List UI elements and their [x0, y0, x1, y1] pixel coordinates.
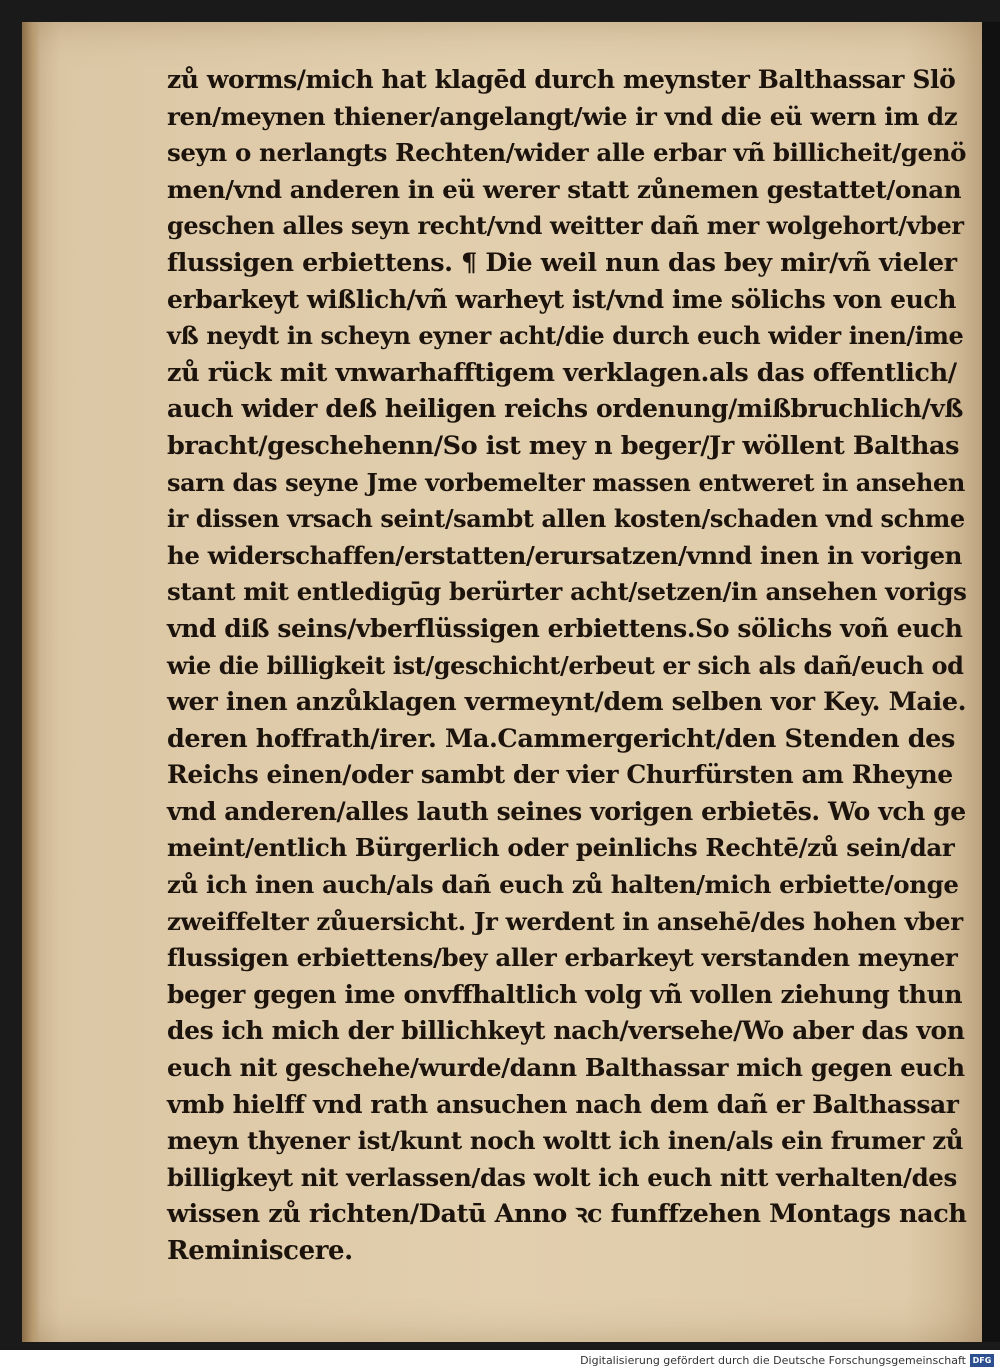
text-line: wissen zů richten/Datū Anno ꝛc funffzehen Montags nach [167, 1199, 967, 1230]
text-line: zweiffelter zůuersicht. Jr werdent in ansehē/des hohen vber [167, 906, 963, 936]
text-line: beger gegen ime onvffhaltlich volg vñ vollen ziehung thun [167, 979, 963, 1009]
page-spine [22, 22, 40, 1342]
text-line: vnd anderen/alles lauth seines vorigen erbietēs. Wo vch ge [167, 796, 966, 826]
text-line: sarn das seyne Jme vorbemelter massen entweret in ansehen [167, 467, 965, 497]
text-line: flussigen erbiettens. ¶ Die weil nun das bey mir/vñ vieler [167, 247, 957, 278]
text-line: men/vnd anderen in eü werer statt zůnemen gestattet/onan [167, 174, 962, 204]
text-line: stant mit entledigūg berürter acht/setzen/in ansehen vorigs [167, 577, 967, 607]
text-line: geschen alles seyn recht/vnd weitter dañ mer wolgehort/vber [167, 211, 964, 241]
text-line: meyn thyener ist/kunt noch woltt ich inen/als ein frumer zů [167, 1126, 964, 1156]
text-line: zů worms/mich hat klagēd durch meynster Balthassar Slö [167, 65, 956, 94]
text-line: wer inen anzůklagen vermeynt/dem selben vor Key. Maie. [167, 687, 967, 718]
text-line: deren hoffrath/irer. Ma.Cammergericht/den Stenden des [167, 723, 955, 754]
text-line: ir dissen vrsach seint/sambt allen kosten/schaden vnd schme [167, 504, 965, 534]
footer-bar [0, 1350, 1000, 1372]
text-line: he widerschaffen/erstatten/erursatzen/vnnd inen in vorigen [167, 540, 963, 570]
text-line: wie die billigkeit ist/geschicht/erbeut er sich als dañ/euch od [167, 650, 964, 680]
text-line: ren/meynen thiener/angelangt/wie ir vnd die eü wern im dz [167, 101, 958, 131]
text-line: vmb hielff vnd rath ansuchen nach dem dañ er Balthassar [167, 1089, 959, 1119]
text-line: Reichs einen/oder sambt der vier Churfürsten am Rheyne [167, 760, 953, 790]
text-line: erbarkeyt wißlich/vñ warheyt ist/vnd ime sölichs von euch [167, 284, 957, 314]
book-page [22, 22, 982, 1342]
page-right-edge [982, 22, 1000, 1342]
text-line: euch nit geschehe/wurde/dann Balthassar mich gegen euch [167, 1053, 965, 1083]
text-line: vnd diß seins/vberflüssigen erbiettens.So sölichs voñ euch [167, 613, 963, 643]
text-line: auch wider deß heiligen reichs ordenung/mißbruchlich/vß [167, 394, 964, 424]
text-line: seyn o nerlangts Rechten/wider alle erbar vñ billicheit/genö [167, 138, 967, 168]
dfg-logo-icon: DFG [970, 1354, 994, 1367]
text-line: bracht/geschehenn/So ist mey n beger/Jr wöllent Balthas [167, 430, 960, 461]
footer-credit: Digitalisierung gefördert durch die Deutsche Forschungsgemeinschaft [580, 1354, 966, 1367]
text-line: meint/entlich Bürgerlich oder peinlichs Rechtē/zů sein/dar [167, 833, 955, 863]
text-line: zů rück mit vnwarhafftigem verklagen.als das offentlich/ [167, 357, 957, 388]
text-line: billigkeyt nit verlassen/das wolt ich euch nitt verhalten/des [167, 1162, 957, 1192]
text-line: vß neydt in scheyn eyner acht/die durch euch wider inen/ime [167, 321, 964, 351]
text-block [167, 62, 967, 1270]
text-line: zů ich inen auch/als dañ euch zů halten/mich erbiette/onge [167, 870, 959, 900]
text-line: des ich mich der billichkeyt nach/versehe/Wo aber das von [167, 1016, 965, 1046]
text-line: Reminiscere. [167, 1236, 353, 1266]
text-line: flussigen erbiettens/bey aller erbarkeyt verstanden meyner [167, 943, 958, 973]
